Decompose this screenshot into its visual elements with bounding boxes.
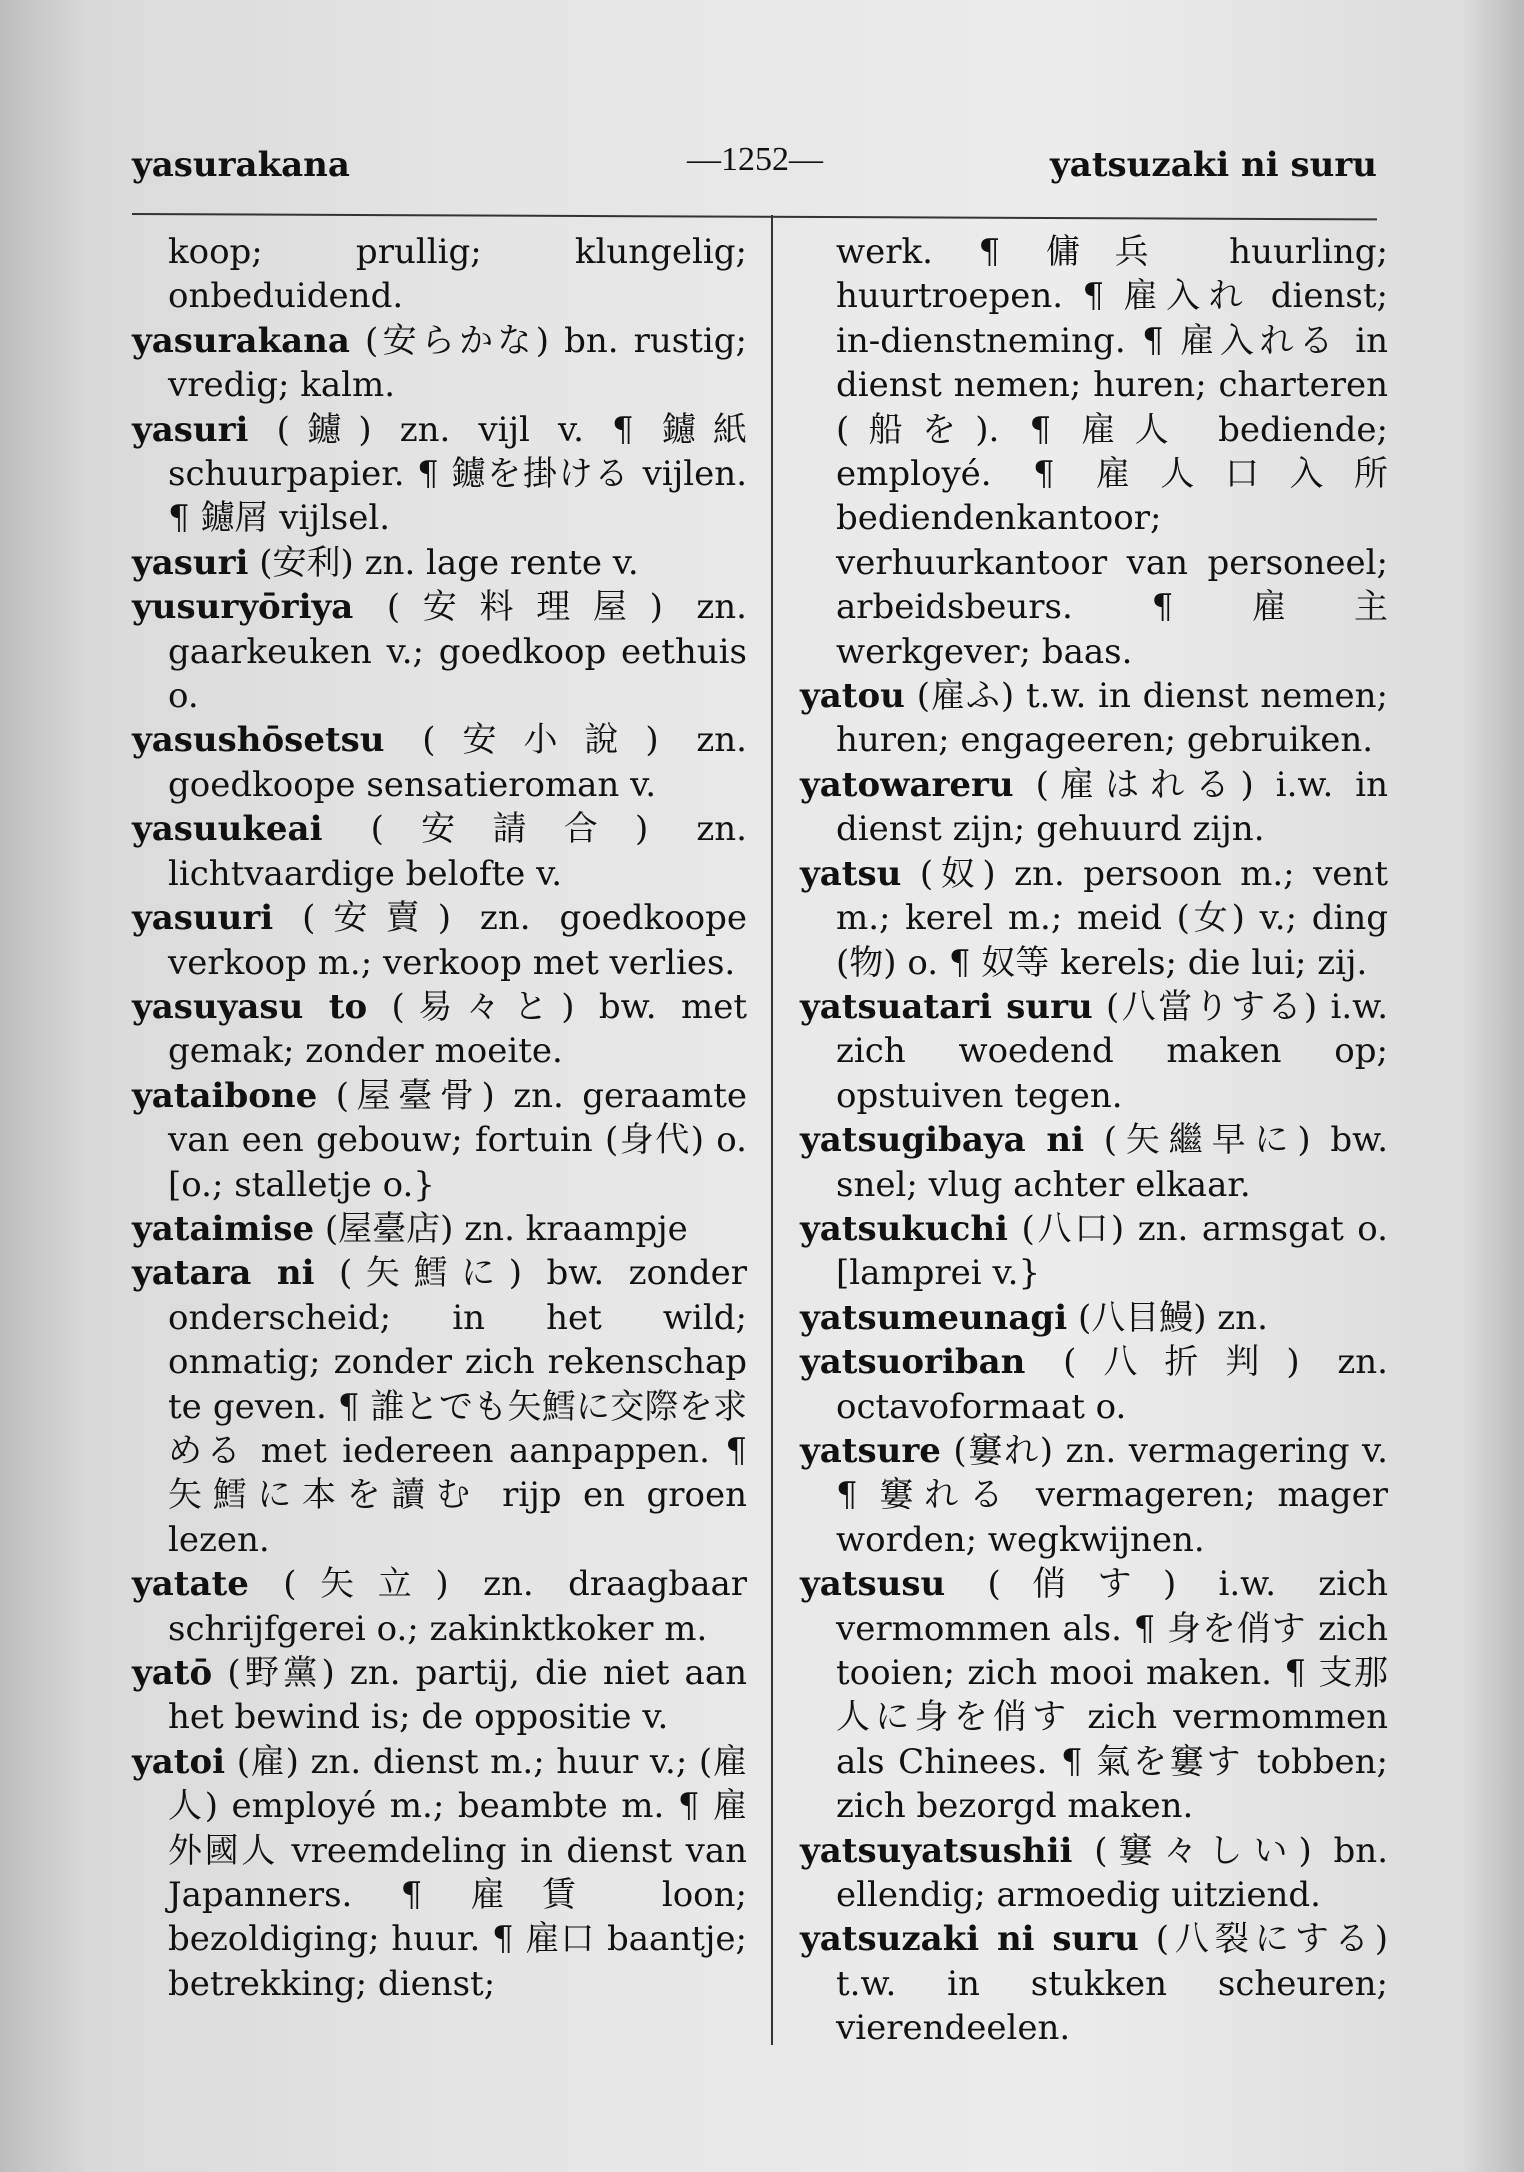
- dictionary-entry: [800, 985, 1388, 1118]
- dictionary-entry: [132, 1251, 747, 1562]
- page-header: [132, 141, 1377, 195]
- column-divider: [771, 215, 773, 2045]
- dictionary-entry: [800, 1296, 1388, 1340]
- dictionary-entry: [132, 585, 747, 718]
- entry-definition: (安小說) zn. goedkoope sensatieroman v.: [168, 720, 747, 805]
- entry-definition: (八裂にする) t.w. in stukken scheuren; vierendeelen.: [836, 1919, 1389, 2049]
- entry-definition: (奴) zn. persoon m.; vent m.; kerel m.; meid (女) v.; ding (物) o. ¶ 奴等 kerels; die lui; zij.: [836, 853, 1388, 983]
- dictionary-entry: [800, 852, 1388, 985]
- entry-definition: (安料理屋) zn. gaarkeuken v.; goedkoop eethuis o.: [168, 587, 747, 717]
- entry-headword: yasuri: [132, 542, 249, 583]
- entry-definition: (八折判) zn. octavoformaat o.: [836, 1342, 1388, 1427]
- entry-headword: yatsuzaki ni suru: [800, 1919, 1139, 1960]
- entry-definition: (雇) zn. dienst m.; huur v.; (雇人) employé m.; beambte m. ¶ 雇外國人 vreemdeling in dienst van Japanners. ¶ 雇賃 loon; bezoldiging; huur. ¶ 雇口 baantje; betrekking; dienst;: [168, 1741, 747, 2004]
- left-column: [132, 230, 747, 2006]
- entry-definition: (矢鱈に) bw. zonder onderscheid; in het wild; onmatig; zonder zich rekenschap te geven. ¶ 誰とでも矢鱈に交際を求める met iedereen aanpappen. ¶ 矢鱈に本を讀む rijp en groen lezen.: [168, 1253, 747, 1560]
- dictionary-entry: [132, 408, 747, 541]
- entry-headword: yatsugibaya ni: [800, 1120, 1084, 1161]
- entry-definition: (野黨) zn. partij, die niet aan het bewind is; de oppositie v.: [168, 1653, 747, 1738]
- entry-headword: yasushōsetsu: [132, 720, 385, 761]
- entry-headword: yasuukeai: [132, 809, 323, 850]
- dictionary-entry: [132, 319, 747, 408]
- entry-headword: yatsumeunagi: [800, 1297, 1068, 1338]
- dictionary-entry: [800, 1917, 1388, 2050]
- entry-definition: (俏す) i.w. zich vermommen als. ¶ 身を俏す zich tooien; zich mooi maken. ¶ 支那人に身を俏す zich vermommen als Chinees. ¶ 氣を窶す tobben; zich bezorgd maken.: [836, 1564, 1388, 1827]
- entry-definition: koop; prullig; klungelig; onbeduidend.: [168, 232, 747, 317]
- entry-definition: (八目鰻) zn.: [1077, 1297, 1268, 1338]
- dictionary-entry: [132, 985, 747, 1074]
- entry-headword: yatsure: [800, 1430, 941, 1471]
- entry-headword: yatsuoriban: [800, 1342, 1026, 1383]
- dictionary-entry: [132, 541, 747, 585]
- entry-headword: yasuuri: [132, 898, 274, 939]
- entry-headword: yusuryōriya: [132, 587, 354, 628]
- dictionary-entry: [132, 1562, 747, 1651]
- dictionary-entry: [132, 1074, 747, 1207]
- entry-definition: (矢立) zn. draagbaar schrijfgerei o.; zakinktkoker m.: [168, 1564, 747, 1649]
- entry-definition: (雇ふ) t.w. in dienst nemen; huren; engageeren; gebruiken.: [836, 676, 1388, 761]
- entry-headword: yasurakana: [132, 320, 350, 361]
- dictionary-entry: [132, 718, 747, 807]
- entry-definition: (安賣) zn. goedkoope verkoop m.; verkoop met verlies.: [168, 898, 747, 983]
- dictionary-entry: [800, 1207, 1388, 1296]
- entry-headword: yasuri: [132, 409, 249, 450]
- right-column: [800, 230, 1388, 2051]
- entry-definition: (易々と) bw. met gemak; zonder moeite.: [168, 986, 748, 1072]
- entry-definition: (屋臺店) zn. kraampje: [324, 1208, 688, 1249]
- entry-definition: (安らかな) bn. rustig; vredig; kalm.: [168, 320, 747, 406]
- entry-definition: (屋臺骨) zn. geraamte van een gebouw; fortuin (身代) o. [o.; stalletje o.}: [168, 1075, 748, 1205]
- dictionary-entry: [800, 674, 1388, 763]
- dictionary-entry: [132, 1740, 747, 2006]
- entry-headword: yatsukuchi: [800, 1208, 1008, 1249]
- dictionary-entry: [800, 1829, 1388, 1918]
- entry-definition: (鑢) zn. vijl v. ¶ 鑢紙 schuurpapier. ¶ 鑢を掛ける vijlen. ¶ 鑢屑 vijlsel.: [168, 409, 747, 539]
- dictionary-entry: [132, 1207, 747, 1251]
- dictionary-entry: [132, 896, 747, 985]
- dictionary-entry: [132, 807, 747, 896]
- dictionary-entry: [800, 1562, 1388, 1828]
- entry-definition: (安利) zn. lage rente v.: [259, 542, 639, 583]
- entry-headword: yasuyasu to: [132, 986, 368, 1027]
- entry-definition: (八當りする) i.w. zich woedend maken op; opstuiven tegen.: [836, 986, 1389, 1116]
- entry-definition: (安請合) zn. lichtvaardige belofte v.: [168, 809, 747, 894]
- dictionary-entry: [800, 763, 1388, 852]
- header-right-guideword: yatsuzaki ni suru: [1050, 145, 1377, 185]
- header-left-guideword: yasurakana: [132, 145, 350, 185]
- dictionary-entry: [800, 1429, 1388, 1562]
- entry-headword: yatsu: [800, 853, 902, 894]
- dictionary-entry: [800, 1340, 1388, 1429]
- entry-definition: (窶れ) zn. vermagering v. ¶ 窶れる vermageren; mager worden; wegkwijnen.: [836, 1430, 1388, 1560]
- dictionary-entry: [800, 230, 1388, 674]
- entry-headword: yatsusu: [800, 1564, 946, 1605]
- entry-definition: werk. ¶ 傭兵 huurling; huurtroepen. ¶ 雇入れ dienst; in-dienstneming. ¶ 雇入れる in dienst nemen; huren; charteren (船を). ¶ 雇人 bediende; employé. ¶ 雇人口入所 bediendenkantoor; verhuurkantoor van personeel; arbeidsbeurs. ¶ 雇主 werkgever; baas.: [836, 232, 1388, 672]
- entry-headword: yatsuyatsushii: [800, 1830, 1073, 1871]
- entry-headword: yatō: [132, 1653, 213, 1693]
- entry-definition: (雇はれる) i.w. in dienst zijn; gehuurd zijn.: [836, 764, 1388, 850]
- dictionary-entry: [800, 1118, 1388, 1207]
- dictionary-entry: [132, 230, 747, 319]
- entry-headword: yatoi: [132, 1741, 226, 1782]
- entry-headword: yatou: [800, 676, 905, 717]
- entry-definition: (矢繼早に) bw. snel; vlug achter elkaar.: [836, 1120, 1389, 1205]
- header-rule: [132, 213, 1377, 220]
- dictionary-entry: [132, 1651, 747, 1740]
- entry-headword: yatara ni: [132, 1253, 315, 1294]
- entry-headword: yatowareru: [800, 764, 1014, 805]
- entry-headword: yatsuatari suru: [800, 986, 1093, 1027]
- entry-definition: (八口) zn. armsgat o. [lamprei v.}: [836, 1208, 1388, 1294]
- entry-headword: yatate: [132, 1564, 249, 1605]
- page-number: —1252—: [687, 141, 823, 178]
- entry-headword: yataimise: [132, 1208, 315, 1249]
- entry-definition: (窶々しい) bn. ellendig; armoedig uitziend.: [836, 1830, 1388, 1916]
- entry-headword: yataibone: [132, 1075, 318, 1116]
